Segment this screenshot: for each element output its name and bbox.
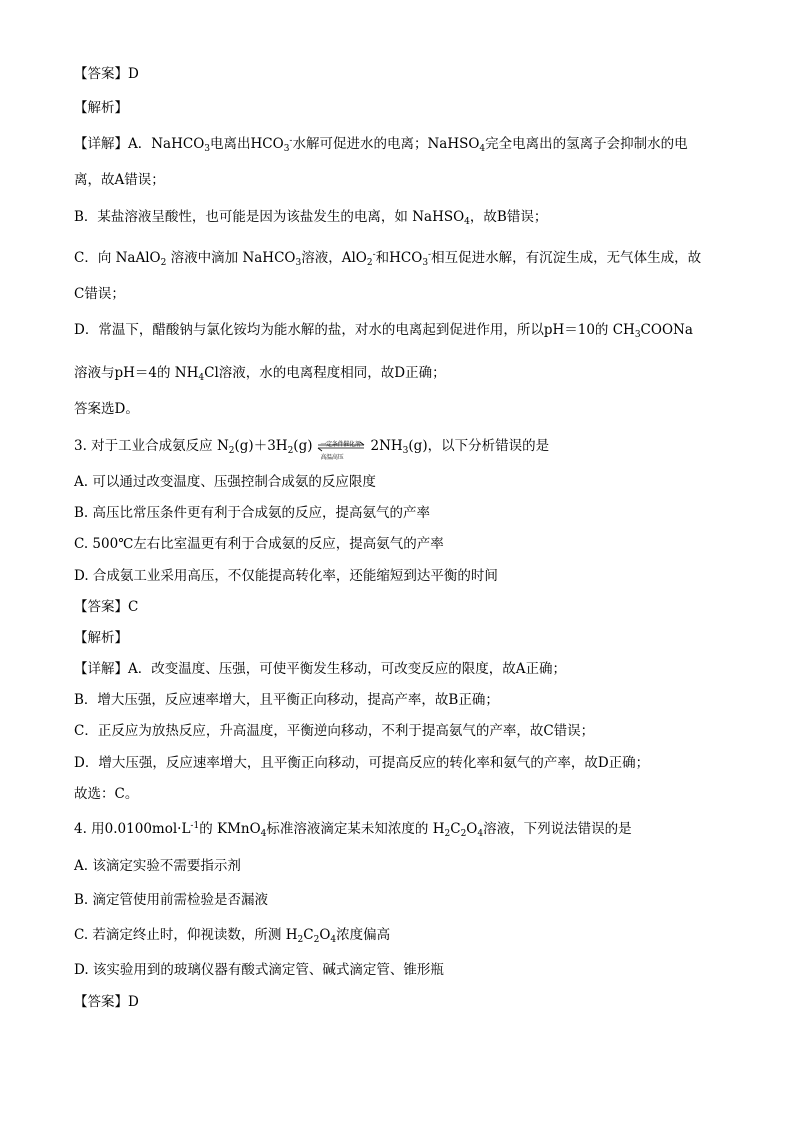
arrow-condition-top: 一定条件催化剂 <box>320 440 361 448</box>
q2-detail-b: B．某盐溶液呈酸性，也可能是因为该盐发生的电离，如 NaHSO$_4$，故B错误； <box>74 209 548 227</box>
q4-option-a: A. 该滴定实验不需要指示剂 <box>74 858 241 874</box>
answer-tag: 【答案】 <box>74 66 128 82</box>
q2-detail-d-cont: 溶液与pH＝4的 $NH_4Cl$溶液，水的电离程度相同，故D正确； <box>74 365 446 383</box>
q2-detail-d: D．常温下，醋酸钠与氯化铵均为能水解的盐，对水的电离起到促进作用，所以pH＝10的 $CH_3COONa$ <box>74 322 693 340</box>
q3-option-a: A. 可以通过改变温度、压强控制合成氨的反应限度 <box>74 474 376 490</box>
q2-answer <box>74 64 139 84</box>
q4-option-d: D. 该实验用到的玻璃仪器有酸式滴定管、碱式滴定管、锥形瓶 <box>74 962 444 978</box>
q2-detail-c: C．向 NaAlO$_2$ 溶液中滴加 NaHCO$_3$溶液，AlO$_2$-和$HCO_3^-$相互促进水解，有沉淀生成，无气体生成，故 <box>74 250 702 268</box>
detail-tag: 【详解】 <box>74 661 128 677</box>
detail-tag: 【详解】 <box>74 136 128 152</box>
q4-option-c: C. 若滴定终止时，仰视读数，所测 $H_2C_2O_4$浓度偏高 <box>74 927 391 945</box>
answer-value: D <box>128 994 139 1010</box>
q3-detail-a: 【详解】A．改变温度、压强，可使平衡发生移动，可改变反应的限度，故A正确； <box>74 661 566 677</box>
answer-value: D <box>128 66 139 82</box>
q2-analysis-tag: 【解析】 <box>74 100 128 116</box>
q3-analysis-tag: 【解析】 <box>74 630 128 646</box>
q2-detail-a: 【详解】A．NaHCO$_3$电离出$HCO_3^-$水解可促进水的电离；NaHSO$_4$完全电离出的氢离子会抑制水的电 <box>74 136 688 154</box>
q3-answer <box>74 597 138 617</box>
answer-value: C <box>128 599 139 615</box>
answer-tag: 【答案】 <box>74 994 128 1010</box>
q2-detail-c-cont: C错误； <box>74 286 125 302</box>
q3-option-c: C. 500℃左右比室温更有利于合成氨的反应，提高氨气的产率 <box>74 536 444 552</box>
q3-detail-b: B．增大压强，反应速率增大，且平衡正向移动，提高产率，故B正确； <box>74 692 499 708</box>
q3-stem: 3. 对于工业合成氨反应 $N_2(g)+3H_2(g)$ 一定条件催化剂 高温高压 $2NH_3(g)$，以下分析错误的是 <box>74 436 549 457</box>
q2-detail-a-cont: 离，故A错误； <box>74 172 165 188</box>
q3-option-d: D. 合成氨工业采用高压，不仅能提高转化率，还能缩短到达平衡的时间 <box>74 568 498 584</box>
q3-option-b: B. 高压比常压条件更有利于合成氨的反应，提高氨气的产率 <box>74 505 431 521</box>
q2-final: 答案选D。 <box>74 401 139 417</box>
q4-stem: 4. 用$0.0100mol\cdot L^{-1}$的 KMnO$_4$标准溶液滴定某未知浓度的 $H_2C_2O_4$溶液，下列说法错误的是 <box>74 821 632 839</box>
q4-option-b: B. 滴定管使用前需检验是否漏液 <box>74 892 269 908</box>
q3-detail-d: D．增大压强，反应速率增大，且平衡正向移动，可提高反应的转化率和氨气的产率，故D正确； <box>74 755 650 771</box>
q3-final: 故选：C。 <box>74 786 139 802</box>
q4-answer <box>74 992 139 1012</box>
answer-tag: 【答案】 <box>74 599 128 615</box>
q3-detail-c: C．正反应为放热反应，升高温度，平衡逆向移动，不利于提高氨气的产率，故C错误； <box>74 723 595 739</box>
arrow-condition-bottom: 高温高压 <box>320 453 344 461</box>
equilibrium-arrow-icon <box>312 437 370 461</box>
